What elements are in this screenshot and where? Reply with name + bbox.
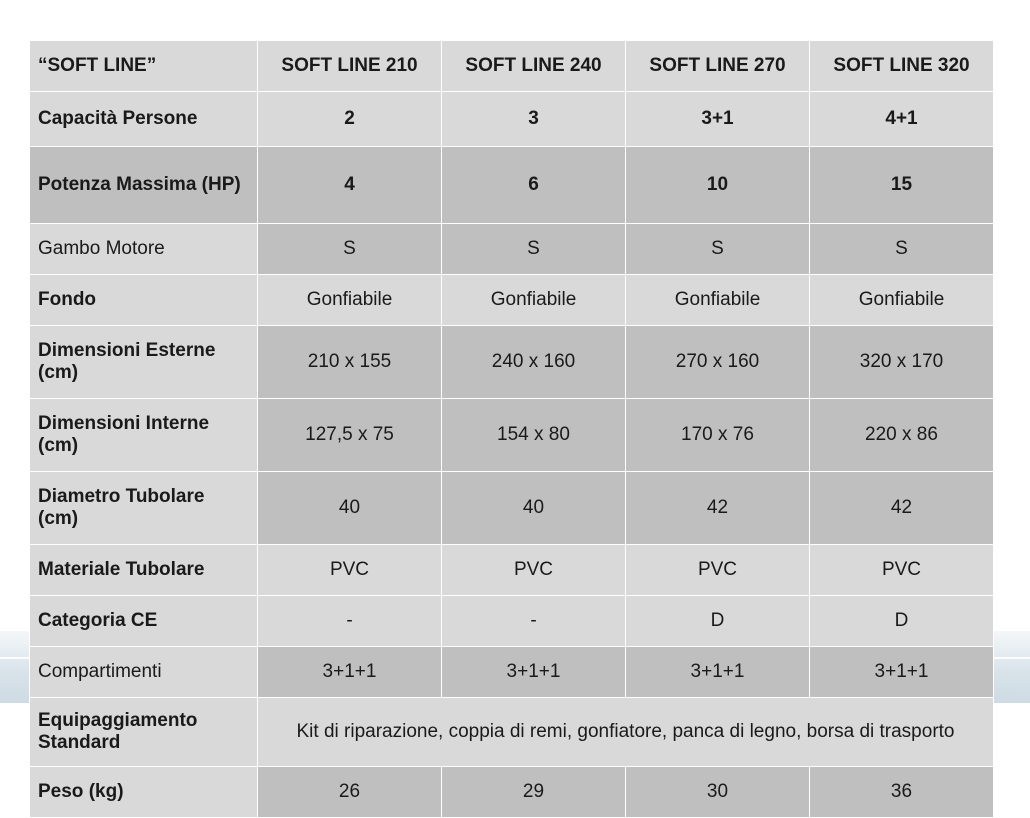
cell-fondo-320: Gonfiabile xyxy=(810,275,994,326)
cell-potenza-210: 4 xyxy=(258,147,442,224)
cell-capacita-320: 4+1 xyxy=(810,92,994,147)
cell-equipaggiamento-standard: Kit di riparazione, coppia di remi, gonfiatore, panca di legno, borsa di trasporto xyxy=(258,698,994,767)
table-row xyxy=(30,326,994,399)
row-label-gambo-motore: Gambo Motore xyxy=(30,224,258,275)
row-label-dimensioni-esterne: Dimensioni Esterne (cm) xyxy=(30,326,258,399)
header-cell-210: SOFT LINE 210 xyxy=(258,41,442,92)
cell-categoria-210: - xyxy=(258,596,442,647)
cell-materiale-210: PVC xyxy=(258,545,442,596)
table-row xyxy=(30,472,994,545)
cell-peso-270: 30 xyxy=(626,767,810,818)
cell-categoria-240: - xyxy=(442,596,626,647)
row-label-materiale-tubolare: Materiale Tubolare xyxy=(30,545,258,596)
cell-dim-interne-320: 220 x 86 xyxy=(810,399,994,472)
cell-capacita-210: 2 xyxy=(258,92,442,147)
header-cell-240: SOFT LINE 240 xyxy=(442,41,626,92)
cell-gambo-320: S xyxy=(810,224,994,275)
cell-dim-esterne-270: 270 x 160 xyxy=(626,326,810,399)
table-row xyxy=(30,92,994,147)
table-row xyxy=(30,545,994,596)
cell-gambo-240: S xyxy=(442,224,626,275)
cell-potenza-320: 15 xyxy=(810,147,994,224)
cell-materiale-320: PVC xyxy=(810,545,994,596)
cell-dim-interne-270: 170 x 76 xyxy=(626,399,810,472)
table-row xyxy=(30,647,994,698)
table-row xyxy=(30,147,994,224)
cell-capacita-240: 3 xyxy=(442,92,626,147)
cell-diametro-240: 40 xyxy=(442,472,626,545)
header-cell-model: “SOFT LINE” xyxy=(30,41,258,92)
row-label-equipaggiamento-standard: Equipaggiamento Standard xyxy=(30,698,258,767)
cell-categoria-320: D xyxy=(810,596,994,647)
cell-fondo-270: Gonfiabile xyxy=(626,275,810,326)
table-row xyxy=(30,224,994,275)
cell-materiale-270: PVC xyxy=(626,545,810,596)
cell-categoria-270: D xyxy=(626,596,810,647)
row-label-peso: Peso (kg) xyxy=(30,767,258,818)
cell-dim-interne-240: 154 x 80 xyxy=(442,399,626,472)
cell-fondo-210: Gonfiabile xyxy=(258,275,442,326)
cell-capacita-270: 3+1 xyxy=(626,92,810,147)
header-cell-270: SOFT LINE 270 xyxy=(626,41,810,92)
cell-dim-esterne-210: 210 x 155 xyxy=(258,326,442,399)
cell-potenza-240: 6 xyxy=(442,147,626,224)
row-label-compartimenti: Compartimenti xyxy=(30,647,258,698)
row-label-potenza-massima: Potenza Massima (HP) xyxy=(30,147,258,224)
cell-peso-210: 26 xyxy=(258,767,442,818)
cell-potenza-270: 10 xyxy=(626,147,810,224)
cell-compartimenti-210: 3+1+1 xyxy=(258,647,442,698)
cell-fondo-240: Gonfiabile xyxy=(442,275,626,326)
table-row xyxy=(30,596,994,647)
cell-gambo-210: S xyxy=(258,224,442,275)
cell-compartimenti-270: 3+1+1 xyxy=(626,647,810,698)
table-row xyxy=(30,399,994,472)
cell-dim-esterne-320: 320 x 170 xyxy=(810,326,994,399)
cell-diametro-320: 42 xyxy=(810,472,994,545)
row-label-diametro-tubolare: Diametro Tubolare (cm) xyxy=(30,472,258,545)
cell-peso-240: 29 xyxy=(442,767,626,818)
header-cell-320: SOFT LINE 320 xyxy=(810,41,994,92)
row-label-categoria-ce: Categoria CE xyxy=(30,596,258,647)
cell-dim-interne-210: 127,5 x 75 xyxy=(258,399,442,472)
cell-peso-320: 36 xyxy=(810,767,994,818)
row-label-fondo: Fondo xyxy=(30,275,258,326)
table-header-row xyxy=(30,41,994,92)
row-label-capacita-persone: Capacità Persone xyxy=(30,92,258,147)
specifications-table xyxy=(29,40,994,818)
row-label-dimensioni-interne: Dimensioni Interne (cm) xyxy=(30,399,258,472)
cell-compartimenti-320: 3+1+1 xyxy=(810,647,994,698)
table-row xyxy=(30,767,994,818)
cell-gambo-270: S xyxy=(626,224,810,275)
cell-dim-esterne-240: 240 x 160 xyxy=(442,326,626,399)
table-row xyxy=(30,275,994,326)
table-row xyxy=(30,698,994,767)
cell-diametro-270: 42 xyxy=(626,472,810,545)
cell-diametro-210: 40 xyxy=(258,472,442,545)
cell-materiale-240: PVC xyxy=(442,545,626,596)
cell-compartimenti-240: 3+1+1 xyxy=(442,647,626,698)
